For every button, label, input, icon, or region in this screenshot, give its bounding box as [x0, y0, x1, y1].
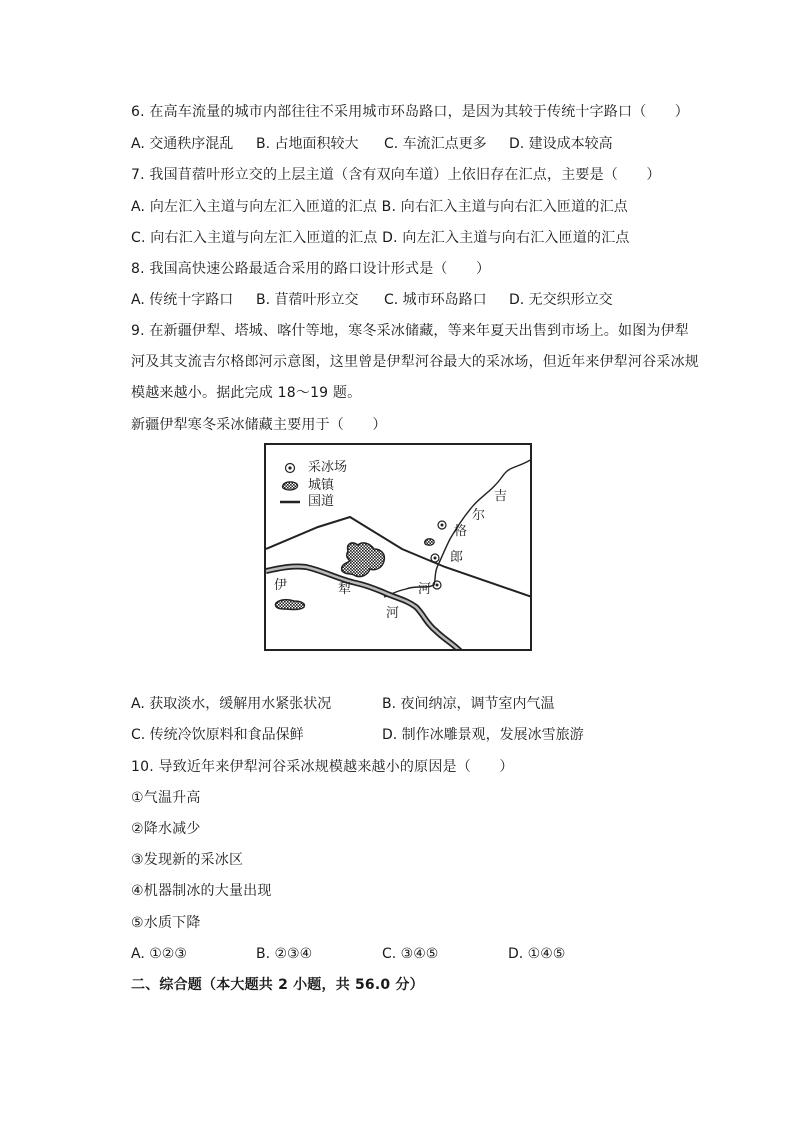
q6-stem: 6. 在高车流量的城市内部往往不采用城市环岛路口，是因为其较于传统十字路口（ ） — [131, 104, 690, 120]
map-label-he2: 河 — [418, 582, 432, 597]
q10-item-1: ①气温升高 — [131, 790, 201, 806]
q10-option-a: A. ①②③ — [131, 946, 187, 962]
legend-road-label: 国道 — [308, 494, 335, 509]
q10-option-b: B. ②③④ — [256, 946, 313, 962]
q6-option-c: C. 车流汇点更多 — [384, 136, 487, 152]
q8-stem: 8. 我国高快速公路最适合采用的路口设计形式是（ ） — [131, 261, 491, 277]
q8-option-c: C. 城市环岛路口 — [384, 292, 487, 308]
legend-ice-field-label: 采冰场 — [308, 460, 348, 475]
q9-option-c: C. 传统冷饮原料和食品保鲜 — [131, 727, 304, 743]
q10-item-5: ⑤水质下降 — [131, 915, 201, 931]
q9-option-b: B. 夜间纳凉，调节室内气温 — [382, 696, 555, 712]
q9-intro-line1: 9. 在新疆伊犁、塔城、喀什等地，寒冬采冰储藏，等来年夏天出售到市场上。如图为伊犁 — [131, 323, 690, 339]
q9-intro-line2: 河及其支流吉尔格郎河示意图，这里曾是伊犁河谷最大的采冰场，但近年来伊犁河谷采冰规 — [131, 354, 699, 370]
q8-option-b: B. 苜蓿叶形立交 — [256, 292, 359, 308]
q7-options-line2: C. 向右汇入主道与向左汇入匝道的汇点 D. 向左汇入主道与向右汇入匝道的汇点 — [131, 230, 630, 246]
q10-stem: 10. 导致近年来伊犁河谷采冰规模越来越小的原因是（ ） — [131, 759, 514, 775]
q9-intro-line3: 模越来越小。据此完成 18～19 题。 — [131, 385, 362, 401]
legend-town-icon — [282, 482, 297, 490]
map-label-li: 犁 — [338, 582, 352, 597]
q7-options-line1: A. 向左汇入主道与向左汇入匝道的汇点 B. 向右汇入主道与向右汇入匝道的汇点 — [131, 199, 628, 215]
q9-option-d: D. 制作冰雕景观，发展冰雪旅游 — [382, 727, 584, 743]
q10-item-2: ②降水减少 — [131, 821, 201, 837]
map-label-he: 河 — [386, 606, 400, 621]
q9-stem: 新疆伊犁寒冬采冰储藏主要用于（ ） — [131, 417, 387, 433]
national-road-line — [266, 517, 530, 597]
town-gelang — [425, 539, 435, 546]
q6-option-d: D. 建设成本较高 — [509, 136, 613, 152]
q6-option-b: B. 占地面积较大 — [256, 136, 359, 152]
legend-town-label: 城镇 — [308, 478, 335, 493]
q10-item-4: ④机器制冰的大量出现 — [131, 883, 272, 899]
section2-title: 二、综合题（本大题共 2 小题，共 56.0 分） — [131, 977, 424, 993]
map-label-er: 尔 — [472, 508, 486, 523]
ili-river-map — [264, 443, 532, 651]
town-west — [275, 600, 304, 610]
q9-option-a: A. 获取淡水，缓解用水紧张状况 — [131, 696, 332, 712]
map-label-ji: 吉 — [494, 489, 508, 504]
q10-item-3: ③发现新的采冰区 — [131, 852, 244, 868]
q6-option-a: A. 交通秩序混乱 — [131, 136, 234, 152]
q8-option-a: A. 传统十字路口 — [131, 292, 234, 308]
map-label-yi: 伊 — [274, 578, 288, 593]
town-yining — [342, 543, 385, 577]
q10-option-d: D. ①④⑤ — [508, 946, 566, 962]
q10-option-c: C. ③④⑤ — [382, 946, 439, 962]
map-label-ge: 格 — [454, 524, 468, 539]
map-label-lang: 郎 — [450, 550, 464, 565]
q7-stem: 7. 我国苜蓿叶形立交的上层主道（含有双向车道）上依旧存在汇点，主要是（ ） — [131, 167, 661, 183]
q8-option-d: D. 无交织形立交 — [509, 292, 613, 308]
